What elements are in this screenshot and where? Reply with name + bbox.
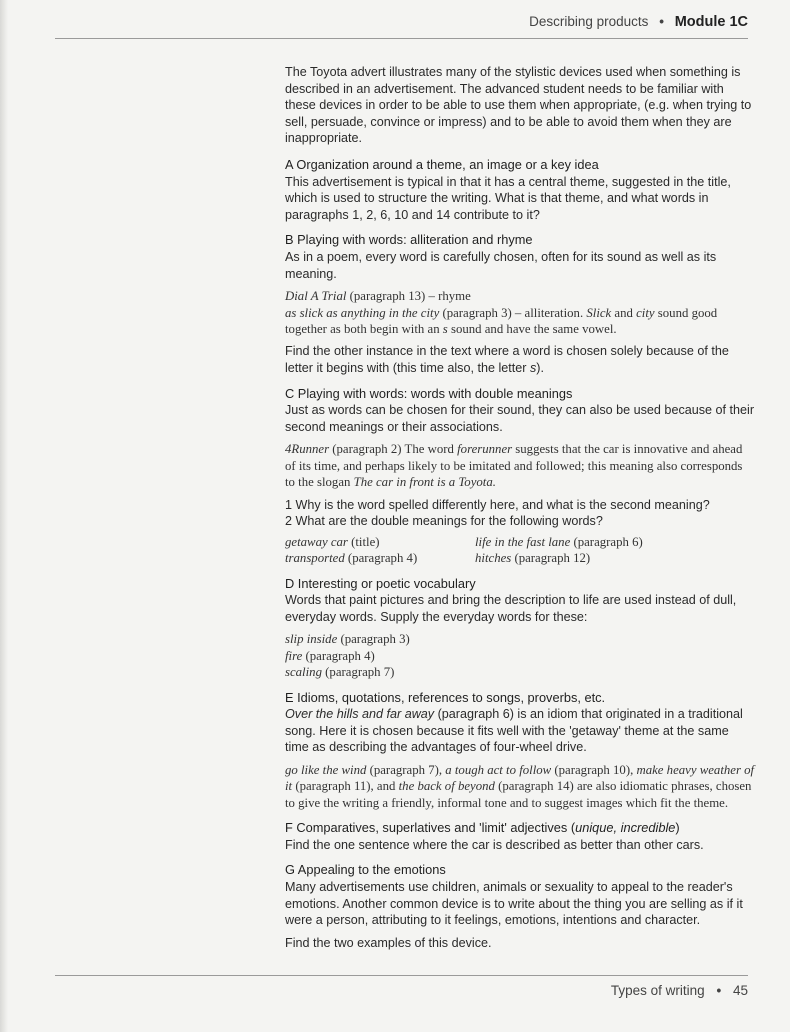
example-text: sound good together as both begin with an — [285, 305, 718, 336]
idiom-ref: (paragraph 14) are also idiomatic phrases, chosen to give the writing a friendly, informal tone and to suggest images which fit the theme. — [285, 779, 752, 810]
idiom-ref: (paragraph 10), — [551, 762, 637, 777]
section-b — [285, 232, 755, 376]
word-ref: (title) — [347, 534, 380, 549]
footer-separator: • — [716, 983, 722, 998]
heading-text: ) — [675, 820, 680, 836]
page-edge-shadow — [0, 0, 8, 1032]
example-term: as slick as anything in the city — [285, 305, 440, 320]
body-text: (paragraph 6) is an idiom that originated in a traditional song. Here it is chosen because it fits well with the 'getaway' theme at the same time as describing the advantages of four-wheel drive. — [285, 707, 743, 755]
section-g-task: Find the two examples of this device. — [285, 935, 492, 950]
idiom-term: Over the hills and far away — [285, 707, 435, 722]
idiom-term: a tough act to follow — [445, 762, 552, 777]
word-term: hitches — [475, 551, 512, 566]
example-text: (paragraph 2) The word — [329, 442, 458, 457]
word-ref: (paragraph 4) — [344, 551, 418, 566]
section-b-task — [285, 343, 755, 376]
running-header — [529, 14, 748, 30]
heading-text: F Comparatives, superlatives and 'limit' adjectives ( — [285, 820, 576, 836]
header-rule — [55, 38, 748, 39]
vocab-item — [285, 631, 755, 647]
section-b-example-2 — [285, 305, 755, 338]
section-c-body: Just as words can be chosen for their sound, they can also be used because of their second meanings or their associations. — [285, 403, 755, 434]
section-f-heading — [285, 820, 755, 837]
example-text: (paragraph 3) – alliteration. — [439, 305, 587, 320]
section-a-body: This advertisement is typical in that it has a central theme, suggested in the title, which is used to structure the writing. What is that theme, and what words in paragraphs 1, 2, 6, 10 and 14 contribute to it? — [285, 174, 731, 222]
example-word: city — [636, 305, 655, 320]
example-letter: s — [442, 321, 448, 336]
task-text: ). — [536, 360, 544, 375]
example-word: Slick — [586, 305, 612, 320]
footer-rule — [55, 975, 748, 976]
section-d-heading: D Interesting or poetic vocabulary — [285, 575, 476, 591]
section-c-heading: C Playing with words: words with double meanings — [285, 385, 573, 401]
word-column-right — [475, 534, 665, 567]
section-c-question-1: 1 Why is the word spelled differently here, and what is the second meaning? — [285, 497, 710, 512]
word-item — [285, 550, 475, 566]
word-item — [475, 534, 665, 550]
idiom-term: go like the wind — [285, 762, 367, 777]
header-section: Describing products — [529, 14, 649, 29]
word-ref: (paragraph 12) — [511, 551, 591, 566]
vocab-ref: (paragraph 3) — [337, 632, 410, 647]
word-item — [475, 550, 665, 566]
section-b-heading: B Playing with words: alliteration and rhyme — [285, 232, 533, 248]
idiom-ref: (paragraph 7), — [366, 762, 446, 777]
example-text: sound and have the same vowel. — [447, 321, 617, 336]
vocab-term: fire — [285, 648, 303, 663]
word-term: life in the fast lane — [475, 534, 571, 549]
word-column-left — [285, 534, 475, 567]
vocab-term: slip inside — [285, 632, 338, 647]
section-e — [285, 690, 755, 812]
idiom-term: the back of beyond — [398, 779, 495, 794]
section-e-heading: E Idioms, quotations, references to songs, proverbs, etc. — [285, 689, 606, 705]
header-module: Module 1C — [674, 14, 748, 30]
word-ref: (paragraph 6) — [570, 534, 643, 549]
heading-italic: unique, incredible — [575, 820, 676, 836]
example-word: forerunner — [457, 442, 513, 457]
example-text: and — [611, 305, 637, 320]
example-term: Dial A Trial — [285, 289, 347, 304]
section-f — [285, 820, 755, 853]
section-f-body: Find the one sentence where the car is described as better than other cars. — [285, 837, 704, 852]
word-term: getaway car — [285, 534, 348, 549]
vocab-term: scaling — [285, 665, 322, 680]
section-b-body: As in a poem, every word is carefully chosen, often for its sound as well as its meaning. — [285, 249, 717, 281]
section-a-heading: A Organization around a theme, an image or a key idea — [285, 156, 599, 172]
idiom-ref: (paragraph 11), and — [292, 779, 399, 794]
section-c-example — [285, 441, 755, 490]
vocab-item — [285, 664, 755, 680]
vocab-item — [285, 648, 755, 664]
header-separator: • — [659, 14, 664, 29]
section-e-body — [285, 706, 755, 756]
running-footer — [611, 983, 748, 998]
example-text: suggests that the car is innovative and ahead of its time, and perhaps likely to be imitated and followed; this meaning also corresponds to the slogan — [285, 442, 743, 490]
section-g — [285, 862, 755, 951]
section-a — [285, 157, 755, 223]
footer-section: Types of writing — [610, 983, 705, 998]
vocab-ref: (paragraph 7) — [321, 665, 395, 680]
task-text: Find the other instance in the text where a word is chosen solely because of the letter it begins with (this time also, the letter — [285, 344, 729, 375]
section-b-example-1 — [285, 288, 755, 304]
page-number: 45 — [732, 983, 748, 998]
section-g-heading: G Appealing to the emotions — [285, 862, 446, 878]
section-g-body: Many advertisements use children, animals or sexuality to appeal to the reader's emotions. Another common device is to write about the thing you are selling as if it were a person, attributing to it feelings, emotions, intentions and character. — [285, 879, 743, 928]
task-letter: s — [529, 360, 537, 375]
intro-paragraph: The Toyota advert illustrates many of the stylistic devices used when something is described in an advertisement. The advanced student needs to be familiar with these devices in order to be able to use them when appropriate, (e.g. when trying to sell, persuade, convince or impress) and to be able to avoid them when they are inappropriate. — [285, 65, 752, 146]
section-d-items — [285, 631, 755, 680]
section-e-examples — [285, 762, 755, 811]
section-d-body: Words that paint pictures and bring the description to life are used instead of dull, everyday words. Supply the everyday words for these: — [285, 593, 737, 624]
example-ref: (paragraph 13) – rhyme — [346, 289, 471, 304]
section-d — [285, 576, 755, 681]
idiom-term: make heavy weather of it — [285, 762, 755, 794]
page-content — [285, 64, 755, 951]
vocab-ref: (paragraph 4) — [302, 648, 375, 663]
section-c-word-list — [285, 534, 755, 567]
section-c-question-2: 2 What are the double meanings for the following words? — [285, 514, 603, 529]
example-term: 4Runner — [285, 442, 330, 457]
word-term: transported — [285, 551, 345, 566]
word-item — [285, 534, 475, 550]
example-slogan: The car in front is a Toyota. — [353, 475, 496, 490]
section-c — [285, 386, 755, 567]
